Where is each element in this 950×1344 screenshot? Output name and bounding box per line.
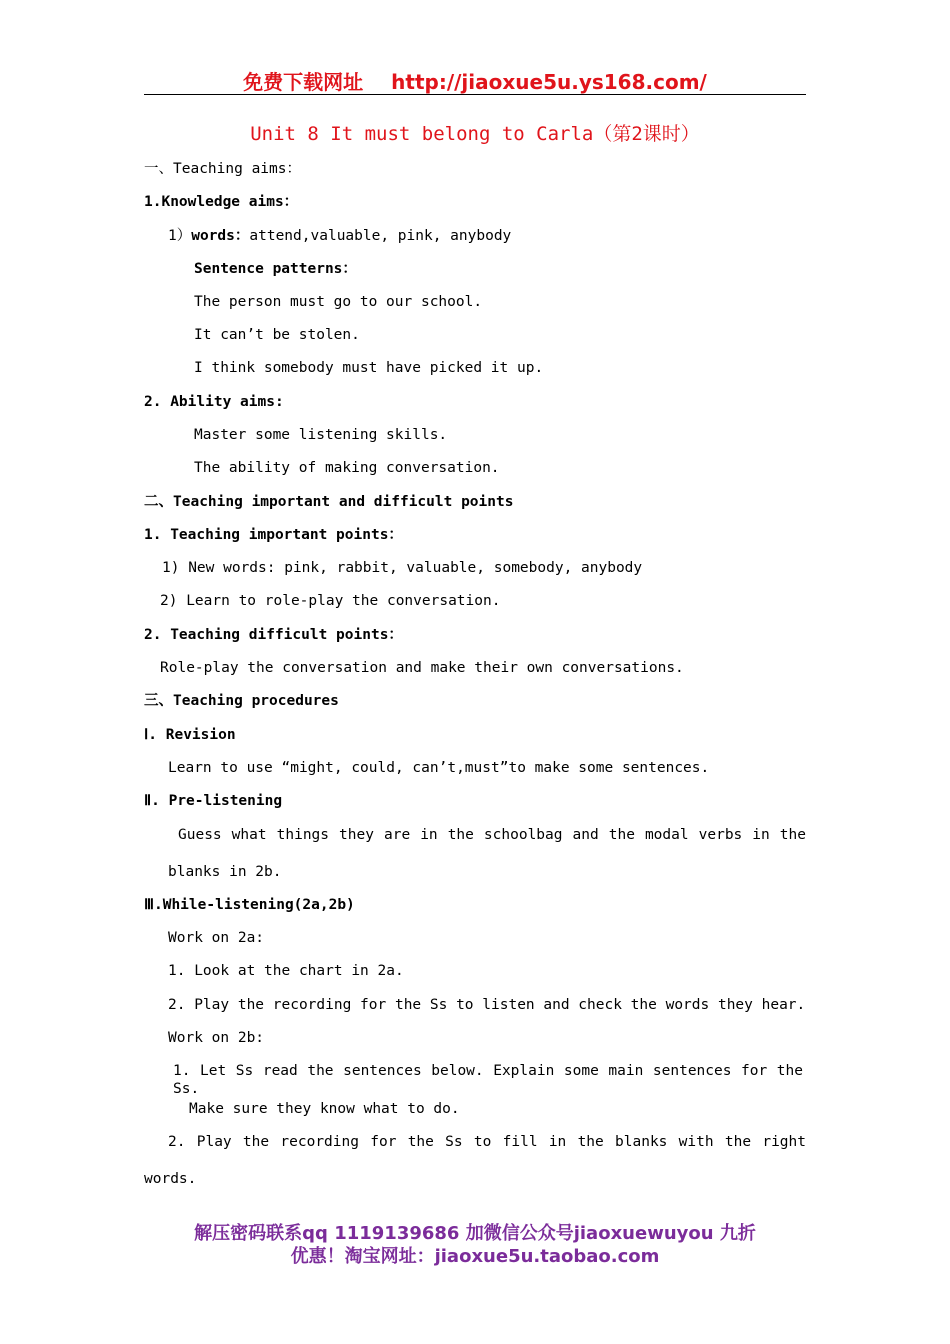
ability-aims-heading: 2. Ability aims:: [144, 394, 284, 410]
section-heading-aims: 一、Teaching aims：: [144, 161, 301, 177]
work-2b-label: Work on 2b:: [168, 1030, 265, 1046]
step-line-cont: words.: [144, 1171, 197, 1187]
revision-heading: Ⅰ. Revision: [144, 727, 236, 743]
header-url-link[interactable]: http://jiaoxue5u.ys168.com/: [391, 70, 707, 94]
header-rule: [144, 94, 806, 95]
important-points-heading: 1. Teaching important points：: [144, 527, 403, 543]
step-line-cont: Make sure they know what to do.: [189, 1101, 460, 1117]
sentence-line: It can’t be stolen.: [194, 327, 360, 343]
step-line: 2. Play the recording for the Ss to fill in the blanks with the right: [168, 1134, 806, 1150]
while-listening-heading: Ⅲ.While-listening(2a,2b): [144, 897, 355, 913]
footer-line-2: 优惠！淘宝网址：jiaoxue5u.taobao.com: [290, 1246, 660, 1267]
pre-listening-text-cont: blanks in 2b.: [168, 864, 282, 880]
page-title: Unit 8 It must belong to Carla（第2课时）: [250, 123, 700, 145]
header-label: 免费下载网址: [243, 70, 364, 94]
sentence-line: The person must go to our school.: [194, 294, 483, 310]
step-line: 1. Let Ss read the sentences below. Explain some main sentences for the Ss.: [173, 1063, 803, 1097]
section-heading-procedures: 三、Teaching procedures: [144, 693, 339, 709]
pre-listening-text: Guess what things they are in the schoolbag and the modal verbs in the: [178, 827, 806, 843]
revision-text: Learn to use “might, could, can’t,must”to make some sentences.: [168, 760, 710, 776]
knowledge-aims-item: 1）words：attend,valuable, pink, anybody: [168, 228, 512, 244]
site-header: [144, 66, 806, 95]
difficult-points-heading: 2. Teaching difficult points：: [144, 627, 403, 643]
pre-listening-heading: Ⅱ. Pre-listening: [144, 793, 283, 809]
footer-line-1: 解压密码联系qq 1119139686 加微信公众号jiaoxuewuyou 九折: [194, 1223, 756, 1244]
step-line: 1. Look at the chart in 2a.: [168, 963, 404, 979]
difficult-point-item: Role-play the conversation and make their own conversations.: [160, 660, 684, 676]
important-point-item: 2) Learn to role-play the conversation.: [160, 593, 501, 609]
work-2a-label: Work on 2a:: [168, 930, 265, 946]
ability-line: The ability of making conversation.: [194, 460, 500, 476]
step-line: 2. Play the recording for the Ss to listen and check the words they hear.: [168, 997, 806, 1013]
section-heading-points: 二、Teaching important and difficult points: [144, 494, 514, 510]
sentence-line: I think somebody must have picked it up.: [194, 360, 544, 376]
knowledge-aims-heading: 1.Knowledge aims：: [144, 194, 299, 210]
important-point-item: 1) New words: pink, rabbit, valuable, somebody, anybody: [162, 560, 643, 576]
ability-line: Master some listening skills.: [194, 427, 448, 443]
sentence-patterns-heading: Sentence patterns：: [194, 261, 357, 277]
